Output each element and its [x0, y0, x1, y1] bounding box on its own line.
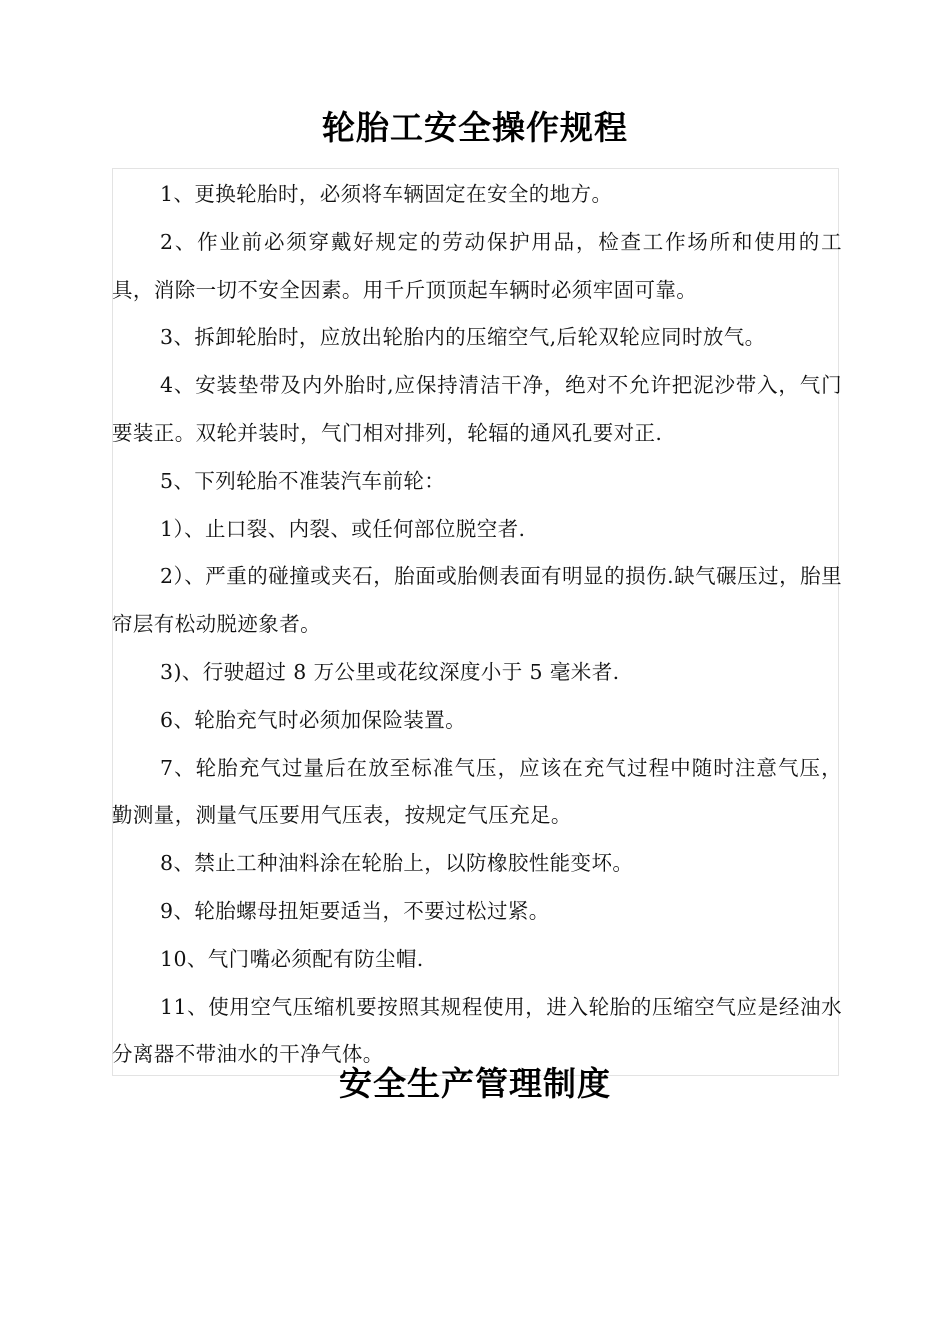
next-section-title: 安全生产管理制度 [339, 1064, 611, 1103]
rule-paragraph-5: 5、下列轮胎不准装汽车前轮： [160, 468, 446, 493]
rule-paragraph-1: 1、更换轮胎时，必须将车辆固定在安全的地方。 [160, 182, 613, 206]
rule-paragraph-4: 4、安装垫带及内外胎时,应保持清洁干净，绝对不允许把泥沙带入，气门要装正。双轮并装时，气门相对排列，轮辐的通风孔要对正. [112, 373, 842, 445]
rule-paragraph-11: 11、使用空气压缩机要按照其规程使用，进入轮胎的压缩空气应是经油水分离器不带油水的干净气体。 [112, 994, 842, 1067]
rule-subitem-3: 3)、行驶超过 8 万公里或花纹深度小于 5 毫米者. [160, 659, 620, 684]
rule-subitem-1: 1）、止口裂、内裂、或任何部位脱空者. [160, 516, 526, 541]
document-title: 轮胎工安全操作规程 [322, 108, 628, 147]
rules-content [112, 171, 842, 1079]
rule-paragraph-8: 8、禁止工种油料涂在轮胎上，以防橡胶性能变坏。 [160, 851, 634, 876]
rule-subitem-2: 2）、严重的碰撞或夹石，胎面或胎侧表面有明显的损伤.缺气碾压过，胎里帘层有松动脱迹象者。 [112, 564, 842, 637]
rule-paragraph-6: 6、轮胎充气时必须加保险装置。 [160, 707, 467, 732]
rule-paragraph-9: 9、轮胎螺母扭矩要适当，不要过松过紧。 [160, 898, 550, 923]
rule-paragraph-10: 10、气门嘴必须配有防尘帽. [160, 946, 424, 971]
rule-paragraph-3: 3、拆卸轮胎时，应放出轮胎内的压缩空气,后轮双轮应同时放气。 [160, 325, 766, 350]
rule-paragraph-2: 2、作业前必须穿戴好规定的劳动保护用品，检查工作场所和使用的工具，消除一切不安全因素。用千斤顶顶起车辆时必须牢固可靠。 [112, 229, 842, 302]
rule-paragraph-7: 7、轮胎充气过量后在放至标准气压，应该在充气过程中随时注意气压，勤测量，测量气压要用气压表，按规定气压充足。 [112, 755, 842, 828]
